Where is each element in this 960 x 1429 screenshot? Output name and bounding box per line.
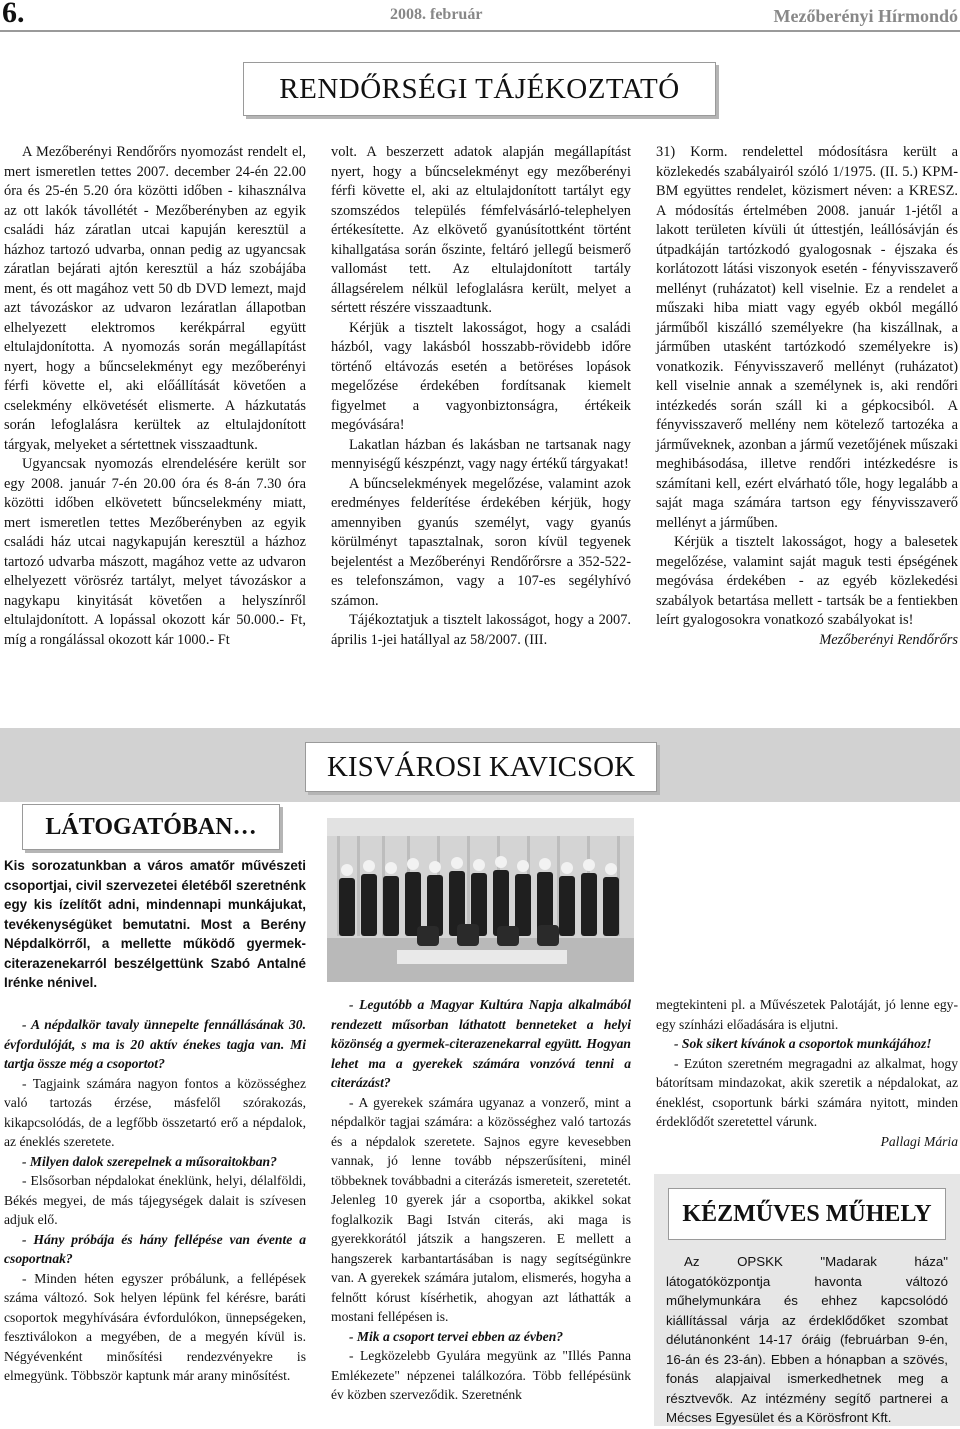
interview-answer: - Tagjaink számára nagyon fontos a közösséghez való tartozás érzése, másfelől szórakozás, kikapcsolódás, de a legfőbb összetartó erő a népdalok, az éneklés szeretete. [4, 1075, 306, 1149]
interview-column-3 [656, 995, 958, 1151]
police-paragraph: Kérjük a tisztelt lakosságot, hogy a balesetek megelőzése, valamint saját maguk testi épségének megóvása érdekében - az egyéb közlekedési szabályok betartása mellett - tartsák be a fentiekben leírt gyalogosokra vonatkozó szabályokat is! [656, 534, 958, 628]
interview-column-2 [331, 995, 631, 1405]
police-title: RENDŐRSÉGI TÁJÉKOZTATÓ [279, 73, 680, 105]
page-header [0, 0, 960, 32]
lead-text: Kis sorozatunkban a város amatőr művészeti csoportjai, civil szervezetei életéből szeretnénk egy kis ízelítőt adni, mindennapi munkájukat, tevékenységüket bemutatni. Most a Berény Népdalkörről, a mellette működő gyermek-citerazenekarról beszélgettünk Szabó Antalné Irénke nénivel. [4, 858, 306, 990]
interview-question: - Mik a csoport tervei ebben az évben? [349, 1328, 564, 1344]
header-rule [0, 30, 960, 32]
interview-question: - Hány próbája és hány fellépése van évente a csoportnak? [4, 1231, 306, 1266]
issue-date: 2008. február [390, 6, 483, 23]
choir-photo-graphic [327, 818, 634, 982]
choir-photo [327, 818, 634, 982]
interview-answer: - Elsősorban népdalokat éneklünk, helyi, délalföldi, Békés megyei, de más tájegységek dalait is szívesen adjuk elő. [4, 1173, 306, 1227]
interview-question: - Sok sikert kívánok a csoportok munkájához! [674, 1036, 932, 1051]
kezmuves-title: KÉZMŰVES MŰHELY [682, 1201, 932, 1227]
police-paragraph: Lakatlan házban és lakásban ne tartsanak nagy mennyiségű készpénzt, vagy nagy értékű tárgyakat! [331, 436, 631, 472]
interview-column-1 [4, 1015, 306, 1386]
latogatoban-box [22, 804, 280, 850]
kavics-title: KISVÁROSI KAVICSOK [326, 751, 636, 783]
publication-name: Mezőberényi Hírmondó [773, 6, 958, 26]
interview-answer: - A gyerekek számára ugyanaz a vonzerő, mint a népdalkör tagjai számára: a közösséghez való tartozás és a népdalok szeretete. Sajnos egyre kevesebben vannak, jó lenne tovább népszerűsíteni, minél többeknek továbbadni a citerázás ismereteit, szeretetét. Jelenleg 10 gyerek jár a csoportba, akikkel sokat foglalkozik Bagi István citerás, aki maga is gyerekkorától játszik a hangszeren. E mellett a hangszerek karbantartásában is nagy segítségünkre van. A gyerekek számára jutalom, elismerés, hogyha a felnőtt kórust kísérhetik, ahogyan azt láthatták a mostani fellépésen is. [331, 1094, 631, 1324]
interview-question: - A népdalkör tavaly ünnepelte fennállásának 30. évfordulóját, s ma is 20 aktív énekes tagja van. Mi tartja össze még a csoportot? [4, 1017, 306, 1071]
police-title-box [243, 62, 716, 116]
page-number: 6. [2, 0, 25, 29]
interview-question: - Legutóbb a Magyar Kultúra Napja alkalmából rendezett műsorban láthatott benneteket a helyi közönség a gyermek-citerazenekarral együtt. Hogyan lehet ma a gyerekek számára vonzóvá tenni a citerázást? [331, 997, 631, 1090]
interview-answer: megtekinteni pl. a Művészetek Palotáját, jó lenne egy-egy színházi előadására is eljutni. [656, 997, 958, 1032]
kezmuves-text: Az OPSKK "Madarak háza" látogatóközpontja havonta változó műhelymunkára és ehhez kapcsolódó kiállítással várja az érdeklődőket szombat délutánonként 14-17 óráig (februárban 9-én, 16-án és 23-án). Ebben a hónapban a szövés, fonás alapjaival ismerkedhetnek meg a résztvevők. Az intézmény segítő partnerei a Mécses Egyesület és a Körösfront Kft. [666, 1254, 948, 1425]
police-paragraph: 31) Korm. rendelettel módosításra került a közlekedés szabályairól szóló 1/1975. (II. 5.) KPM-BM együttes rendelet, közismert néven: a KRESZ. A módosítás értelmében 2008. január 1-jétől a lakott területen kívüli út úttestjén, leállósávján és útpadkáján tartózkodó gyalogosnak - éjszaka és korlátozott látási viszonyok esetén - fényvisszaverő mellényt (ruházatot) kell viselnie. Ez a rendelet a műszaki hiba miatt vagy egyéb okból megálló járműből kiszálló személyekre (ha kiszállnak, a járműben utasként tartózkodó személyekre is) vonatkozik. Fényvisszaverő mellényt (ruházatot) kell viselnie annak a személynek is, aki rendőri intézkedés során száll ki a gépkocsiból. A fényvisszaverő mellény nem kötelező tartozéka a járműveknek, azonban a jármű vezetőjének műszaki meghibásodása, illetve rendőri intézkedésre is számítani kell, ezért elvárható tőle, hogy legalább a saját maga számára tartson egy fényvisszaverő mellényt a járműben. [656, 144, 958, 531]
police-column-2 [331, 143, 631, 650]
police-paragraph: Tájékoztatjuk a tisztelt lakosságot, hogy a 2007. április 1-jei hatállyal az 58/2007. (III. [331, 612, 631, 648]
police-paragraph: A Mezőberényi Rendőrőrs nyomozást rendelt el, mert ismeretlen tettes 2007. december 24-én 22.00 óra és 25-én 5.20 óra közötti időben - kihasználva az ott lakók távollétét - Mezőberényben az egyik családi ház záratlan utcai kapuján keresztül a házhoz tartozó udvarba, onnan pedig az ugyancsak záratlan bejárati ajtón keresztül a ház szobájába ment, és ott magához vett 50 db DVD lemezt, majd azt távozáskor az udvaron lezáratlan állapotban elhelyezett elektromos kerékpárral együtt eltulajdonította. A nyomozás során megállapítást nyert, hogy a bűncselekményt egy mezőberényi férfi követte el, aki előállítását követően a cselekmény elkövetését elismerte. A házkutatás során lefoglalásra kerültek az eltulajdonított tárgyak, melyeket a sértettnek visszaadtunk. [4, 144, 306, 453]
interview-answer: - Ezúton szeretném megragadni az alkalmat, hogy bátorítsam mindazokat, akik szeretik a népdalokat, az éneklést, csoportunk bárki számára nyitott, minden érdeklődőt szeretettel várunk. [656, 1055, 958, 1129]
police-column-1 [4, 143, 306, 650]
police-paragraph: volt. A beszerzett adatok alapján megállapítást nyert, hogy a bűncselekményt egy mezőberényi férfi követte el, aki az eltulajdonított tartályt egy szomszédos település fémfelvásárló-telephelyen értékesítette. Az elkövető gyanúsítottként történt kihallgatása során őszinte, feltáró jellegű beismerő vallomást tett. Az eltulajdonított tartály állagsérelem nélkül lefoglalásra került, melyet a sértett részére visszaadtunk. [331, 144, 631, 316]
police-paragraph: Ugyancsak nyomozás elrendelésére került sor egy 2008. január 7-én 20.00 óra és 8-án 7.30 óra közötti időben elkövetett bűncselekmény miatt, mert ismeretlen tettes Mezőberényben az egyik családi ház utcai nagykapuján keresztül a házhoz tartozó udvarba mászott, magához vette az udvaron elhelyezett vörösréz tartályt, melyet távozáskor a nagykapu kinyitását követően a helyszínről eltulajdonított. A lopással okozott kár 50.000.- Ft, míg a rongálással okozott kár 1000.- Ft [4, 456, 306, 648]
interview-answer: - Minden héten egyszer próbálunk, a fellépések száma változó. Sok helyen lépünk fel kérésre, baráti csoportok megyhívására évfordulókon, ünnepségeken, fesztiválokon a megyében, de a megyén kívül is. Négyévenként minősítési rendezvényekre is elmegyünk. Többször kaptunk már arany minősítést. [4, 1270, 306, 1383]
interview-signature: Pallagi Mária [880, 1133, 958, 1149]
kezmuves-title-box [668, 1188, 946, 1240]
kavics-title-box [305, 742, 657, 792]
police-column-3 [656, 143, 958, 650]
kezmuves-body [666, 1252, 948, 1428]
interview-answer: - Legközelebb Gyulára megyünk az "Illés Panna Emlékezete" népzenei találkozóra. Több fellépésünk év közben szerveződik. Szeretnénk [331, 1348, 631, 1402]
latogatoban-title: LÁTOGATÓBAN… [45, 814, 257, 840]
police-paragraph: Kérjük a tisztelt lakosságot, hogy a családi házból, vagy lakásból hosszabb-rövidebb időre történő eltávozás esetén a betöréses lopások megelőzése érdekében fordítsanak kiemelt figyelmet a vagyonbiztonságra, értékeik megóvására! [331, 319, 631, 433]
interview-question: - Milyen dalok szerepelnek a műsoraitokban? [22, 1153, 277, 1169]
police-signature: Mezőberényi Rendőrőrs [819, 631, 958, 648]
police-paragraph: A bűncselekmények megelőzése, valamint azok eredményes felderítése érdekében kérjük, hogy amennyiben gyanús személyt, vagy gyanús körülményt tapasztalnak, soron kívül tegyenek bejelentést a Mezőberényi Rendőrőrsre a 352-522-es telefonszámon, vagy a 107-es segélyhívó számon. [331, 475, 631, 609]
interview-lead [4, 856, 306, 993]
kezmuves-box [654, 1174, 960, 1426]
